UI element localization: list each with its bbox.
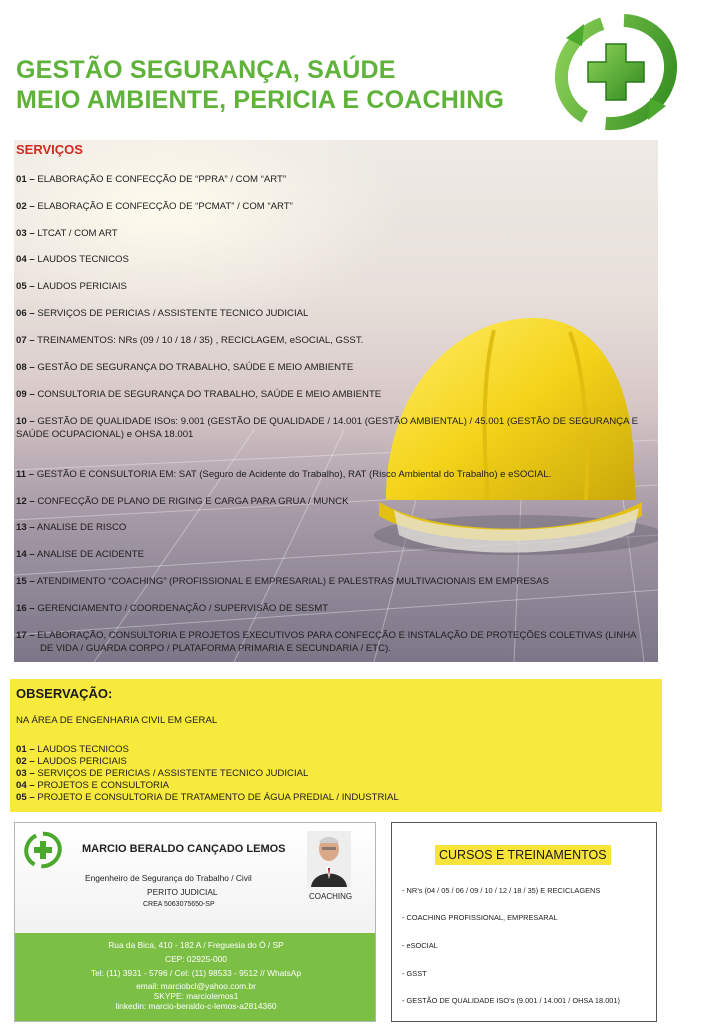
observation-box: [10, 679, 662, 812]
course-item: - NR’s (04 / 05 / 06 / 09 / 10 / 12 / 18 / 35) E RECICLAGENS: [402, 886, 601, 895]
services-panel: [14, 140, 658, 662]
service-item: 02 – ELABORAÇÃO E CONFECÇÃO DE “PCMAT” / COM “ART”: [16, 201, 293, 212]
person-photo: [307, 831, 351, 887]
card-address: Rua da Bica, 410 - 182 A / Freguesia do Ó / SP: [108, 940, 284, 950]
service-item: 05 – LAUDOS PERICIAIS: [16, 281, 127, 292]
card-role: Engenheiro de Segurança do Trabalho / Civil: [85, 873, 252, 883]
title-line-2: MEIO AMBIENTE, PERICIA E COACHING: [16, 86, 505, 114]
observation-title: OBSERVAÇÃO:: [16, 686, 113, 701]
course-item: - eSOCIAL: [402, 941, 438, 950]
observation-item: 02 – LAUDOS PERICIAIS: [16, 756, 127, 767]
courses-title: CURSOS E TREINAMENTOS: [435, 845, 611, 865]
services-title: SERVIÇOS: [16, 142, 83, 157]
card-linkedin: linkedin: marcio-beraldo-c-lemos-a2814360: [115, 1001, 277, 1011]
observation-item: 05 – PROJETO E CONSULTORIA DE TRATAMENTO DE ÁGUA PREDIAL / INDUSTRIAL: [16, 792, 399, 803]
service-item: 03 – LTCAT / COM ART: [16, 228, 118, 239]
service-item: 16 – GERENCIAMENTO / COORDENAÇÃO / SUPERVISÃO DE SESMT: [16, 603, 329, 614]
card-cross-logo-icon: [23, 831, 63, 869]
card-coaching-label: COACHING: [309, 892, 353, 901]
course-item: - GSST: [402, 969, 427, 978]
service-item: 09 – CONSULTORIA DE SEGURANÇA DO TRABALHO, SAÚDE E MEIO AMBIENTE: [16, 389, 382, 400]
page-title: [16, 55, 556, 115]
service-item: 01 – ELABORAÇÃO E CONFECÇÃO DE “PPRA” / COM “ART”: [16, 174, 287, 185]
observation-item: 04 – PROJETOS E CONSULTORIA: [16, 780, 170, 791]
card-phone: Tel: (11) 3931 - 5796 / Cel: (11) 98533 - 9512 // WhatsAp: [90, 968, 302, 978]
service-item: 13 – ANALISE DE RISCO: [16, 522, 127, 533]
business-card: [14, 822, 376, 1022]
service-item: 04 – LAUDOS TECNICOS: [16, 254, 129, 265]
service-item: 08 – GESTÃO DE SEGURANÇA DO TRABALHO, SAÚDE E MEIO AMBIENTE: [16, 362, 354, 373]
card-person-name: MARCIO BERALDO CANÇADO LEMOS: [82, 843, 286, 855]
card-crea: CREA 5063075650-SP: [143, 901, 215, 908]
observation-item: 01 – LAUDOS TECNICOS: [16, 744, 129, 755]
service-item: 11 – GESTÃO E CONSULTORIA EM: SAT (Seguro de Acidente do Trabalho), RAT (Risco Ambiental do Trabalho) e eSOCIAL.: [16, 469, 552, 480]
course-item: - GESTÃO DE QUALIDADE ISO’s (9.001 / 14.001 / OHSA 18.001): [402, 996, 620, 1005]
service-item: 07 – TREINAMENTOS: NRs (09 / 10 / 18 / 35) , RECICLAGEM, eSOCIAL, GSST.: [16, 335, 364, 346]
observation-item: 03 – SERVIÇOS DE PERICIAS / ASSISTENTE TECNICO JUDICIAL: [16, 768, 309, 779]
service-item: 06 – SERVIÇOS DE PERICIAS / ASSISTENTE TECNICO JUDICIAL: [16, 308, 309, 319]
service-item: 12 – CONFECÇÃO DE PLANO DE RIGING E CARGA PARA GRUA / MUNCK: [16, 496, 349, 507]
title-line-1: GESTÃO SEGURANÇA, SAÚDE: [16, 56, 396, 84]
service-item: 10 – GESTÃO DE QUALIDADE ISOs: 9.001 (GESTÃO DE QUALIDADE / 14.001 (GESTÃO AMBIENTAL) / 45.001 (GESTÃO DE SEGURANÇA E SAÚDE OCUPACIONAL) e OHSA 18.001: [16, 416, 639, 440]
observation-intro: NA ÁREA DE ENGENHARIA CIVIL EM GERAL: [16, 715, 218, 726]
card-perito: PERITO JUDICIAL: [147, 887, 218, 897]
service-item: 15 – ATENDIMENTO “COACHING” (PROFISSIONAL E EMPRESARIAL) E PALESTRAS MULTIVACIONAIS EM EMPRESAS: [16, 576, 549, 587]
service-item: 14 – ANALISE DE ACIDENTE: [16, 549, 144, 560]
courses-box: [391, 822, 657, 1022]
card-skype: SKYPE: marciolemos1: [153, 991, 239, 1001]
card-cep: CEP: 02925-000: [165, 954, 227, 964]
service-item: 17 – ELABORAÇÃO, CONSULTORIA E PROJETOS EXECUTIVOS PARA CONFECÇÃO E INSTALAÇÃO DE PROTEÇÕES COLETIVAS (LINHA DE VIDA / GUARDA CORPO / PLATAFORMA PRIMARIA E SECUNDARIA / ETC).: [16, 630, 637, 654]
course-item: - COACHING PROFISSIONAL, EMPRESARAL: [402, 913, 558, 922]
card-email: email: marciobcl@yahoo.com.br: [136, 981, 256, 991]
green-cross-logo-icon: [544, 6, 684, 136]
